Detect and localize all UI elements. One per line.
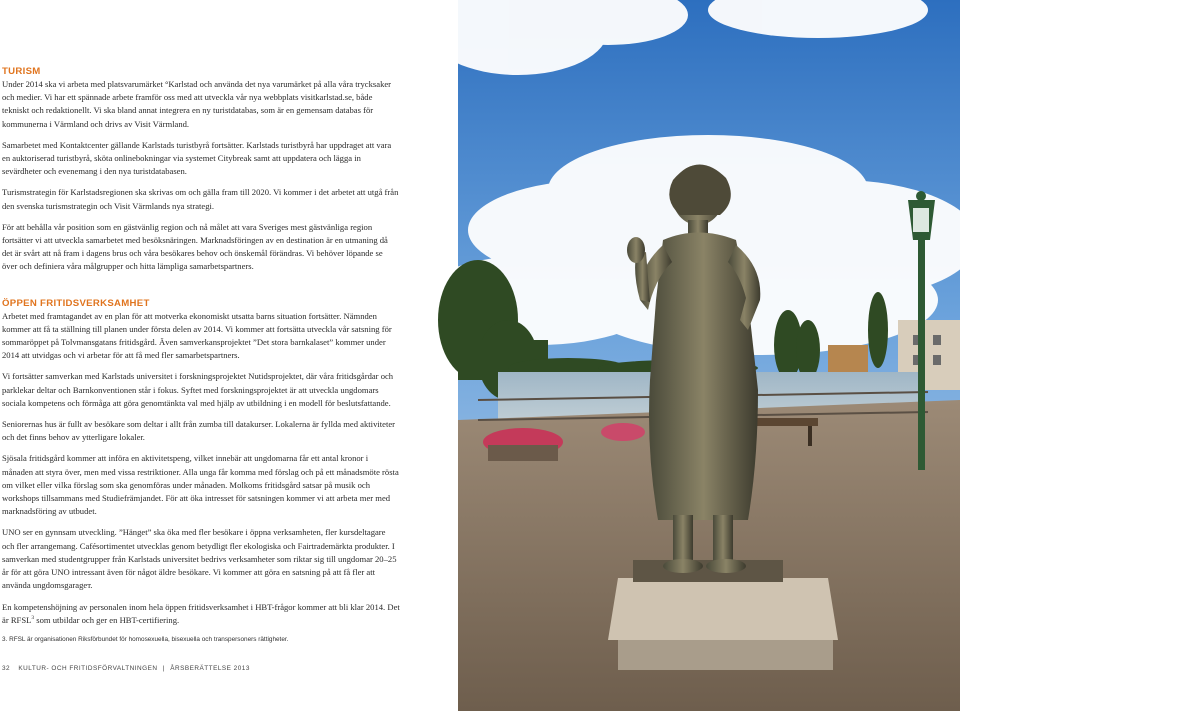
footer-department: KULTUR- OCH FRITIDSFÖRVALTNINGEN [18, 665, 158, 672]
paragraph: Sjösala fritidsgård kommer att införa en aktivitetspeng, vilket innebär att ungdomarna får ett antal kronor i månaden att styra över, men med vissa restriktioner. Alla unga får komma med förslag och på ett månadsmöte rösta om vilket eller vilka förslag som ska genomföras under månaden. Molkoms fritidsgård satsar på musik och workshops tillsammans med Studiefrämjandet. För att öka intresset för satsningen kommer vi att arbeta mer med marknadsföring av utbudet. [2, 453, 399, 517]
paragraph: Seniorernas hus är fullt av besökare som deltar i allt från zumba till datakurser. Lokalerna är fyllda med aktiviteter och det finns behov av ytterligare lokaler. [2, 419, 396, 443]
paragraph: Arbetet med framtagandet av en plan för att motverka ekonomiskt utsatta barns situation fortsätter. Nämnden kommer att få ta ställning till planen under första delen av 2014. Vi kommer att fortsätta utveckla vår satsning för sommaröppet på Tolvmansgatans fritidsgård. Även samverkansprojektet ”Det stora barnkalaset” kommer under 2014 att utvidgas och vi arbetar för att få med fler samarbetspartners. [2, 310, 392, 361]
paragraph: UNO ser en gynnsam utveckling. ”Hänget” ska öka med fler besökare i öppna verksamheten, fler kursdeltagare och fler arrangemang. Cafésortimentet utvecklas genom betydligt fler ekologiska och Fairtrademärkta produkter. I samverkan med studentgrupper från Karlstads universitet bedrivs verksamheter som riktar sig till ungdomar 20–25 år för att göra UNO intressant även för något äldre besökare. Vi kommer att göra en satsning på att få fler att använda ungdomsgarageт. [2, 527, 397, 591]
paragraph: Under 2014 ska vi arbeta med platsvarumärket °Karlstad och använda det nya varumärket på alla våra trycksaker och medier. Vi har ett spännade arbete framför oss med att utveckla vår nya webbplats visitkarlstad.se, både tekniskt och redaktionellt. Vi ska bland annat integrera en ny turistdatabas, som är en gemensam databas för kommunerna i Värmland och drivs av Visit Värmland. [2, 79, 392, 129]
section-oppen-fritidsverksamhet [2, 298, 400, 627]
paragraph: Samarbetet med Kontaktcenter gällande Karlstads turistbyrå fortsätter. Karlstads turistbyrå har uppdraget att vara en auktoriserad turistbyrå, sköta onlinebokningar via systemet Citybreak samt att uppdatera och lägga in sevärdheter och evenemang i den nya turistdatabasen. [2, 139, 392, 177]
section-heading-turism: TURISM [2, 66, 41, 77]
text-column [2, 66, 400, 635]
footnote-ref: 3 [31, 614, 35, 621]
paragraph-text: som utbildar och ger en HBT-certifiering. [34, 614, 180, 625]
paragraph [2, 601, 400, 627]
paragraph: Vi fortsätter samverkan med Karlstads universitet i forskningsprojektet Nutidsprojektet, där våra fritidsgårdar och parklekar deltar och Barnkonventionen står i fokus. Syftet med forskningsprojektet är att utveckla ungdomars sociala kompetens och förmåga att göra genomtänkta val med hjälp av utbildning i en modell för beslutsfattande. [2, 371, 394, 408]
paragraph-text: En kompetenshöjning av personalen inom hela öppen fritidsverksamhet i HBT-frågor kommer att bli klar 2014. Det är RFSL [2, 601, 400, 625]
statue-photo-illustration [458, 0, 960, 711]
footer-separator: | [162, 665, 165, 672]
page-footer [2, 665, 402, 672]
statue-photo [458, 0, 1198, 711]
section-turism [2, 66, 400, 274]
bilaga-label: BILAGA [1128, 76, 1198, 99]
footer-report: ÅRSBERÄTTELSE 2013 [170, 665, 250, 672]
section-heading-fritidsverksamhet: ÖPPEN FRITIDSVERKSAMHET [2, 297, 150, 309]
paragraph: Turismstrategin för Karlstadsregionen ska skrivas om och gälla fram till 2020. Vi kommer i det arbetet att utgå från den svenska turismstrategin och Visit Värmlands nya strategi. [2, 187, 399, 211]
page-number: 32 [2, 665, 11, 672]
paragraph: För att behålla vår position som en gästvänlig region och nå målet att vara Sveriges mest gästvänliga region fortsätter vi att utveckla samarbetet med besöksnäringen. Marknadsföringen av en destination är en utmaning då det är svårt att nå fram i dagens brus och våra besökares behov och önskemål förändras. Vi behöver löpande se över och definiera våra målgrupper och hitta lämpliga samarbetspartners. [2, 221, 388, 272]
footnote: 3. RFSL är organisationen Riksförbundet för homosexuella, bisexuella och transpersoners rättigheter. [2, 636, 289, 643]
